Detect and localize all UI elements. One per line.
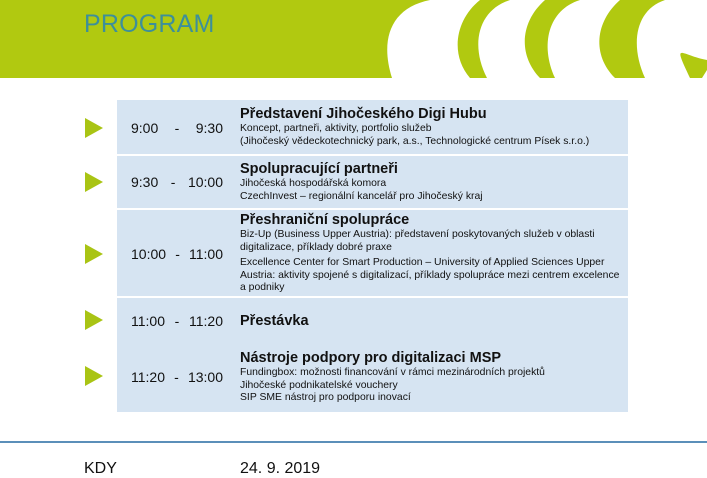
divider bbox=[0, 441, 707, 443]
description-line: Biz-Up (Business Upper Austria): představení poskytovaných služeb v oblasti digitalizace, příklady dobré praxe bbox=[240, 229, 595, 253]
session-title: Nástroje podpory pro digitalizaci MSP bbox=[240, 350, 502, 366]
when-label: KDY bbox=[84, 460, 117, 477]
time-separator: - bbox=[170, 174, 176, 190]
session-title: Přestávka bbox=[240, 313, 309, 329]
end-time: 13:00 bbox=[187, 369, 223, 385]
session-title: Spolupracující partneři bbox=[240, 161, 398, 177]
start-time: 11:20 bbox=[131, 369, 165, 385]
description-line: Excellence Center for Smart Production – University of Applied Sciences Upper Austria: aktivity spojené s digitalizací, příklady spolupráce mezi centrem excelence a podniky bbox=[240, 257, 620, 293]
end-time: 11:20 bbox=[188, 313, 223, 329]
description-line: SIP SME nástroj pro podporu inovací bbox=[240, 392, 411, 403]
start-time: 9:30 bbox=[131, 174, 159, 190]
description-line: Koncept, partneři, aktivity, portfolio služeb bbox=[240, 123, 432, 134]
session-description bbox=[240, 123, 625, 148]
description-line: Fundingbox: možnosti financování v rámci mezinárodních projektů bbox=[240, 367, 545, 378]
time-range bbox=[117, 174, 235, 190]
session-description bbox=[240, 178, 625, 203]
time-separator: - bbox=[174, 313, 180, 329]
time-range bbox=[117, 313, 235, 329]
play-arrow-icon bbox=[85, 172, 103, 192]
page-title: PROGRAM bbox=[84, 10, 215, 38]
play-arrow-icon bbox=[85, 366, 103, 386]
header-banner bbox=[0, 0, 707, 78]
session-description bbox=[240, 367, 625, 405]
end-time: 11:00 bbox=[189, 246, 223, 262]
play-arrow-icon bbox=[85, 118, 103, 138]
time-range bbox=[117, 120, 235, 136]
play-arrow-icon bbox=[85, 310, 103, 330]
time-range bbox=[117, 246, 235, 262]
description-line: CzechInvest – regionální kancelář pro Jihočeský kraj bbox=[240, 190, 483, 202]
play-arrow-icon bbox=[85, 244, 103, 264]
start-time: 11:00 bbox=[131, 313, 165, 329]
session-title: Představení Jihočeského Digi Hubu bbox=[240, 106, 487, 122]
description-line: Jihočeská hospodářská komora bbox=[240, 178, 387, 189]
start-time: 10:00 bbox=[131, 246, 167, 262]
session-description bbox=[240, 229, 625, 295]
time-separator: - bbox=[174, 120, 180, 136]
end-time: 9:30 bbox=[195, 120, 223, 136]
end-time: 10:00 bbox=[187, 174, 223, 190]
session-title: Přeshraniční spolupráce bbox=[240, 212, 410, 228]
description-line: Jihočeské podnikatelské vouchery bbox=[240, 379, 398, 391]
time-separator: - bbox=[174, 369, 179, 385]
time-separator: - bbox=[175, 246, 180, 262]
description-line: (Jihočeský vědeckotechnický park, a.s., Technologické centrum Písek s.r.o.) bbox=[240, 135, 590, 147]
event-date: 24. 9. 2019 bbox=[240, 460, 321, 477]
start-time: 9:00 bbox=[131, 120, 159, 136]
time-range bbox=[117, 369, 235, 385]
